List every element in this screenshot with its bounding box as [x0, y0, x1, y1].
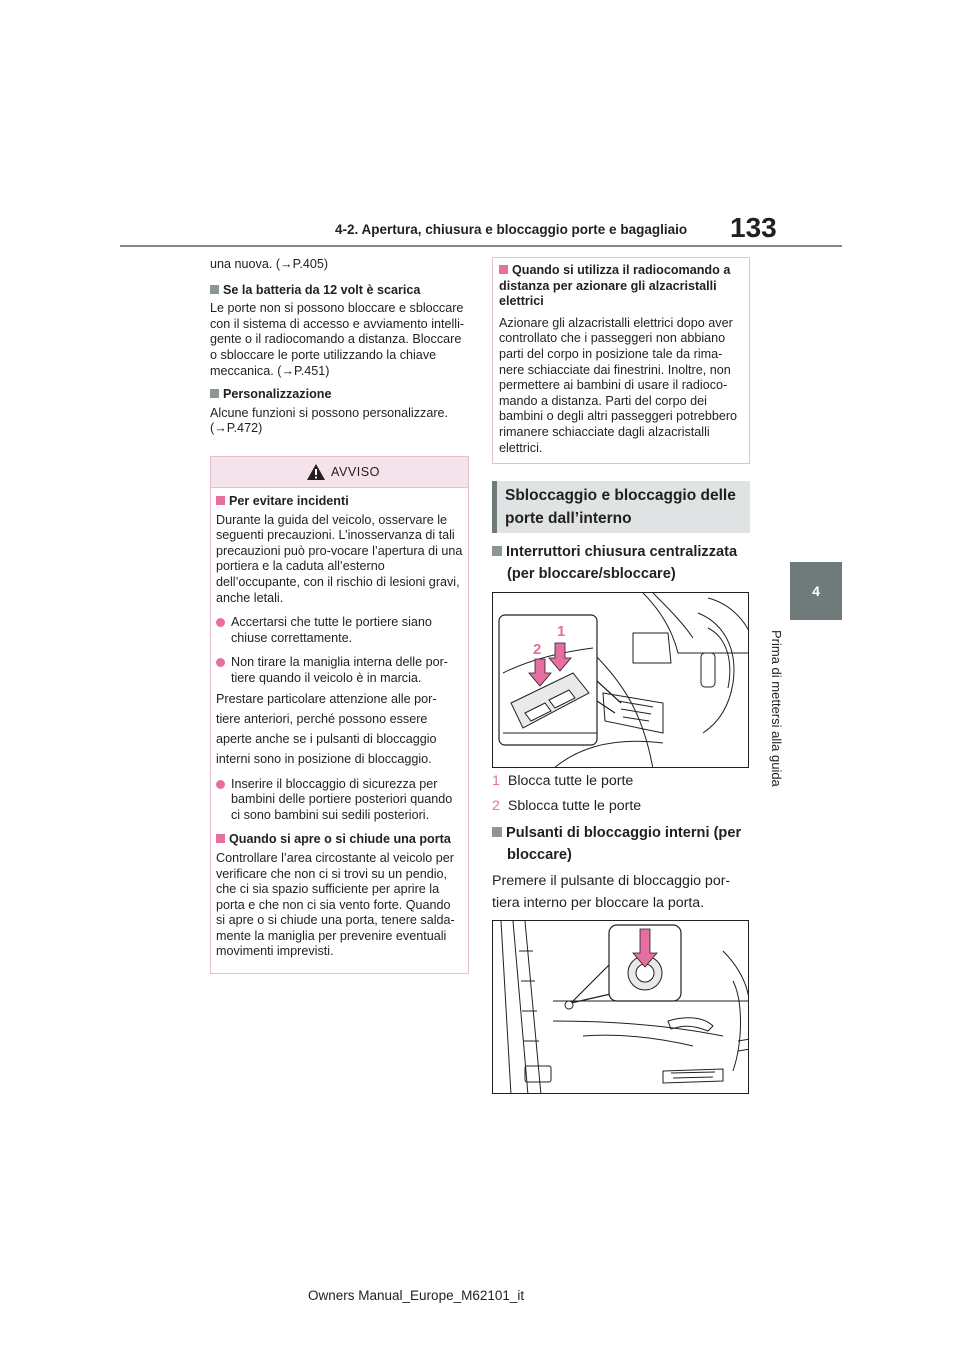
switch-subheading-line-2: (per bloccare/sbloccare) — [507, 566, 676, 582]
warning-triangle-icon — [306, 463, 326, 481]
chapter-tab: 4 — [790, 562, 842, 620]
header-rule — [120, 245, 842, 247]
header-section-title: 4-2. Apertura, chiusura e bloccaggio porte e bagagliaio — [335, 222, 688, 237]
warning-bullet-3 — [216, 777, 463, 824]
battery-heading — [210, 283, 470, 299]
figure-label-2: 2 — [533, 641, 542, 658]
warning-bullet-2-extra-2: tiere anteriori, perché possono essere — [216, 711, 428, 726]
pink-dot-icon — [216, 658, 225, 667]
pink-square-icon — [216, 834, 225, 843]
warning-bullet-2 — [216, 655, 463, 686]
footer-text: Owners Manual_Europe_M62101_it — [308, 1288, 525, 1303]
section-heading-line-2: porte dall’interno — [505, 510, 632, 527]
switch-title-1: Interruttori chiusura centralizzata — [506, 544, 738, 560]
lock-button-subheading-line-1 — [492, 822, 750, 844]
step-1-text: Blocca tutte le porte — [507, 773, 634, 789]
intro-text: una nuova. (→P.405) — [210, 257, 329, 271]
step-2-number: 2 — [492, 798, 500, 814]
chapter-side-label-text: Prima di mettersi alla guida — [769, 630, 784, 787]
warning-label: AVVISO — [331, 465, 380, 479]
warning-item1-heading — [216, 494, 463, 510]
pink-dot-icon — [216, 780, 225, 789]
remote-caution-box — [492, 257, 750, 464]
warning-item1-title: Per evitare incidenti — [229, 494, 349, 508]
remote-title: Quando si utilizza il radiocomando a distanza per azionare gli alzacristalli elettrici — [499, 263, 731, 309]
chapter-side-label — [769, 630, 806, 800]
section-heading — [492, 481, 750, 533]
section-heading-line-1: Sbloccaggio e bloccaggio delle — [505, 487, 736, 504]
warning-bullet-2-extra-3: aperte anche se i pulsanti di bloccaggio — [216, 731, 437, 746]
warning-header — [211, 457, 468, 488]
step-1-number: 1 — [492, 773, 500, 789]
square-bullet-icon — [492, 827, 502, 837]
step-1 — [492, 770, 750, 792]
warning-bullet-1 — [216, 615, 463, 646]
warning-bullet-3-text: Inserire il bloccaggio di sicurezza per bambini delle portiere posteriori quando ci sono bambini sui sedili posteriori. — [231, 776, 453, 822]
pink-square-icon — [216, 496, 225, 505]
warning-box — [210, 456, 469, 974]
door-switch-figure — [492, 592, 749, 768]
lock-button-text-2: tiera interno per bloccare la porta. — [492, 895, 705, 911]
step-2 — [492, 795, 750, 817]
square-bullet-icon — [492, 546, 502, 556]
warning-item2-heading — [216, 832, 463, 848]
battery-title: Se la batteria da 12 volt è scarica — [223, 282, 421, 297]
square-bullet-icon — [210, 285, 219, 294]
warning-body — [211, 488, 468, 960]
warning-item2-text: Controllare l’area circostante al veicolo per verificare che non ci si trovi su un pendio, che ci sia spazio sufficiente per aprire la porta e che non ci sia vento forte. Quando si apre o si chiude una porta, tenere salda-mente la maniglia per prevenire eventuali movimenti imprevisti. — [216, 850, 455, 959]
switch-subheading — [492, 541, 750, 585]
door-lock-button-illustration — [493, 921, 749, 1094]
pink-dot-icon — [216, 618, 225, 627]
lock-button-subheading-line-2: bloccare) — [507, 847, 572, 863]
custom-title: Personalizzazione — [223, 387, 332, 402]
lock-button-subheading — [492, 822, 750, 914]
step-2-text: Sblocca tutte le porte — [507, 798, 642, 814]
warning-bullet-1-text: Accertarsi che tutte le portiere siano chiuse correttamente. — [231, 615, 432, 645]
switch-subheading-line-1 — [492, 541, 750, 563]
warning-item1-text: Durante la guida del veicolo, osservare le seguenti precauzioni. L’inosservanza di tali precauzioni può pro-vocare l’apertura di una portiera e la caduta all’esterno dell’occupante, con il rischio di lesioni gravi, anche letali. — [216, 512, 463, 605]
door-lock-button-figure — [492, 920, 749, 1094]
square-bullet-icon — [210, 389, 219, 398]
warning-bullet-2-extra-1: Prestare particolare attenzione alle por- — [216, 691, 437, 706]
remote-heading — [499, 263, 743, 310]
figure-label-1: 1 — [557, 623, 566, 640]
step-list — [492, 770, 750, 817]
button-title-1: Pulsanti di bloccaggio interni (per — [506, 825, 742, 841]
left-column — [210, 257, 470, 437]
custom-text: Alcune funzioni si possono personalizzare. (→P.472) — [210, 405, 449, 436]
warning-bullet-2-text: Non tirare la maniglia interna delle por-tiere quando il veicolo è in marcia. — [231, 655, 449, 685]
battery-text: Le porte non si possono bloccare e sbloccare con il sistema di accesso e avviamento intelli-gente o il radiocomando a distanza. Bloccare o sbloccare le porte utilizzando la chiave meccanica. (→P.451) — [210, 301, 465, 378]
pink-square-icon — [499, 265, 508, 274]
custom-heading — [210, 387, 470, 403]
remote-text: Azionare gli alzacristalli elettrici dopo aver controllato che i passeggeri non abbiano parti del corpo in posizione tale da rima-nere schiacciate dai finestrini. Inoltre, non permettere ai bambini di usare il radioco-mando a distanza. Parti del corpo dei bambini o degli altri passeggeri potrebbero rimanere schiacciate dagli alzacristalli elettrici. — [499, 315, 738, 455]
warning-item2-title: Quando si apre o si chiude una porta — [229, 832, 451, 847]
lock-button-text-1: Premere il pulsante di bloccaggio por- — [492, 873, 731, 889]
warning-bullet-2-extra-4: interni sono in posizione di bloccaggio. — [216, 751, 432, 766]
door-switch-illustration — [493, 593, 749, 768]
page-number: 133 — [730, 212, 777, 243]
